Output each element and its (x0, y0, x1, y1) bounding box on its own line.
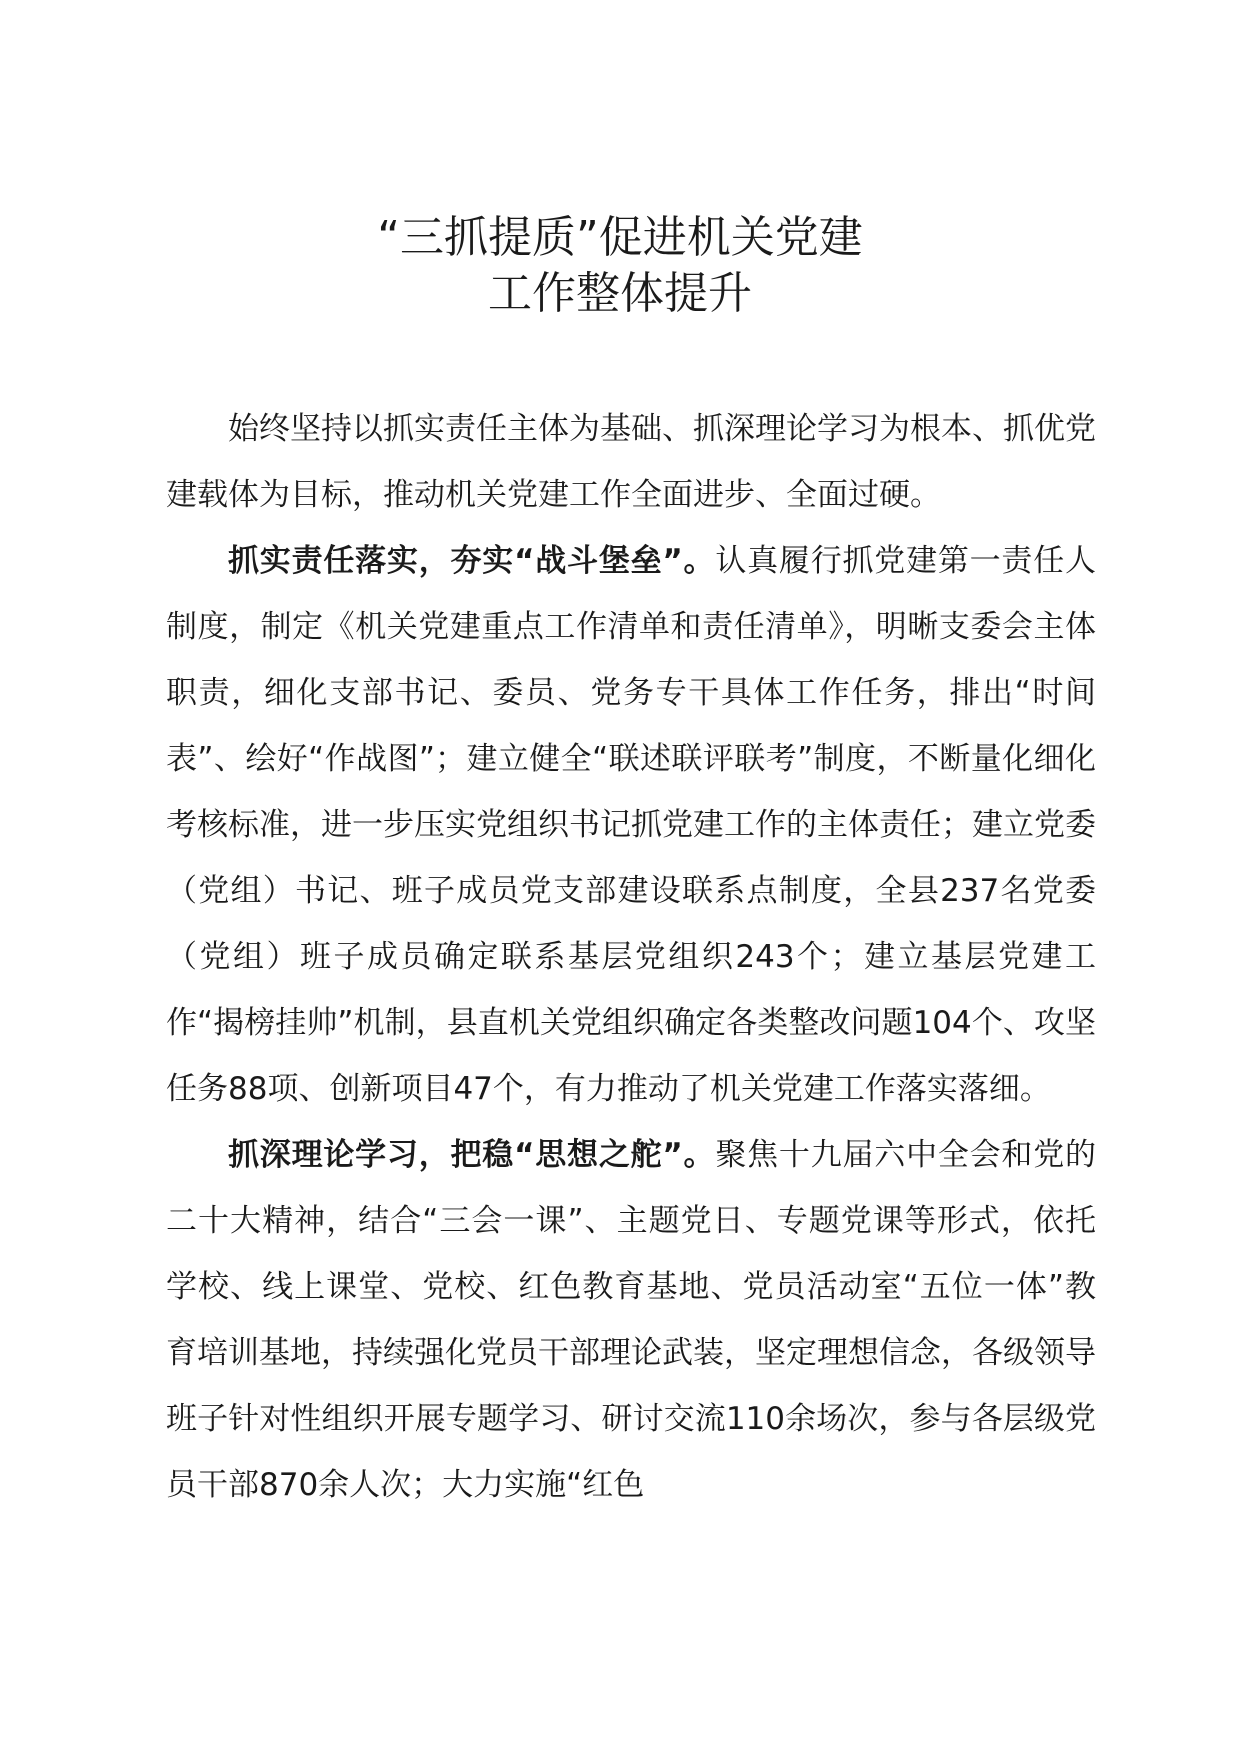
paragraph-intro (166, 396, 1096, 528)
paragraph-responsibility (166, 528, 1096, 1122)
document-title (0, 210, 1240, 322)
paragraph-theory-study (166, 1122, 1096, 1518)
title-line-2: 工作整体提升 (488, 268, 752, 319)
document-body (166, 396, 1096, 1518)
paragraph-text: 始终坚持以抓实责任主体为基础、抓深理论学习为根本、抓优党建载体为目标，推动机关党建工作全面进步、全面过硬。 (166, 411, 1096, 513)
paragraph-text: 聚焦十九届六中全会和党的二十大精神，结合“三会一课”、主题党日、专题党课等形式，依托学校、线上课堂、党校、红色教育基地、党员活动室“五位一体”教育培训基地，持续强化党员干部理论武装，坚定理想信念，各级领导班子针对性组织开展专题学习、研讨交流110余场次，参与各层级党员干部870余人次；大力实施“红色 (166, 1137, 1096, 1503)
paragraph-heading: 抓深理论学习，把稳“思想之舵”。 (228, 1137, 716, 1173)
title-line-1: “三抓提质”促进机关党建 (377, 212, 863, 263)
paragraph-heading: 抓实责任落实，夯实“战斗堡垒”。 (228, 543, 716, 579)
paragraph-text: 认真履行抓党建第一责任人制度，制定《机关党建重点工作清单和责任清单》，明晰支委会主体职责，细化支部书记、委员、党务专干具体工作任务，排出“时间表”、绘好“作战图”；建立健全“联述联评联考”制度，不断量化细化考核标准，进一步压实党组织书记抓党建工作的主体责任；建立党委（党组）书记、班子成员党支部建设联系点制度，全县237名党委（党组）班子成员确定联系基层党组织243个；建立基层党建工作“揭榜挂帅”机制，县直机关党组织确定各类整改问题104个、攻坚任务88项、创新项目47个，有力推动了机关党建工作落实落细。 (166, 543, 1096, 1107)
